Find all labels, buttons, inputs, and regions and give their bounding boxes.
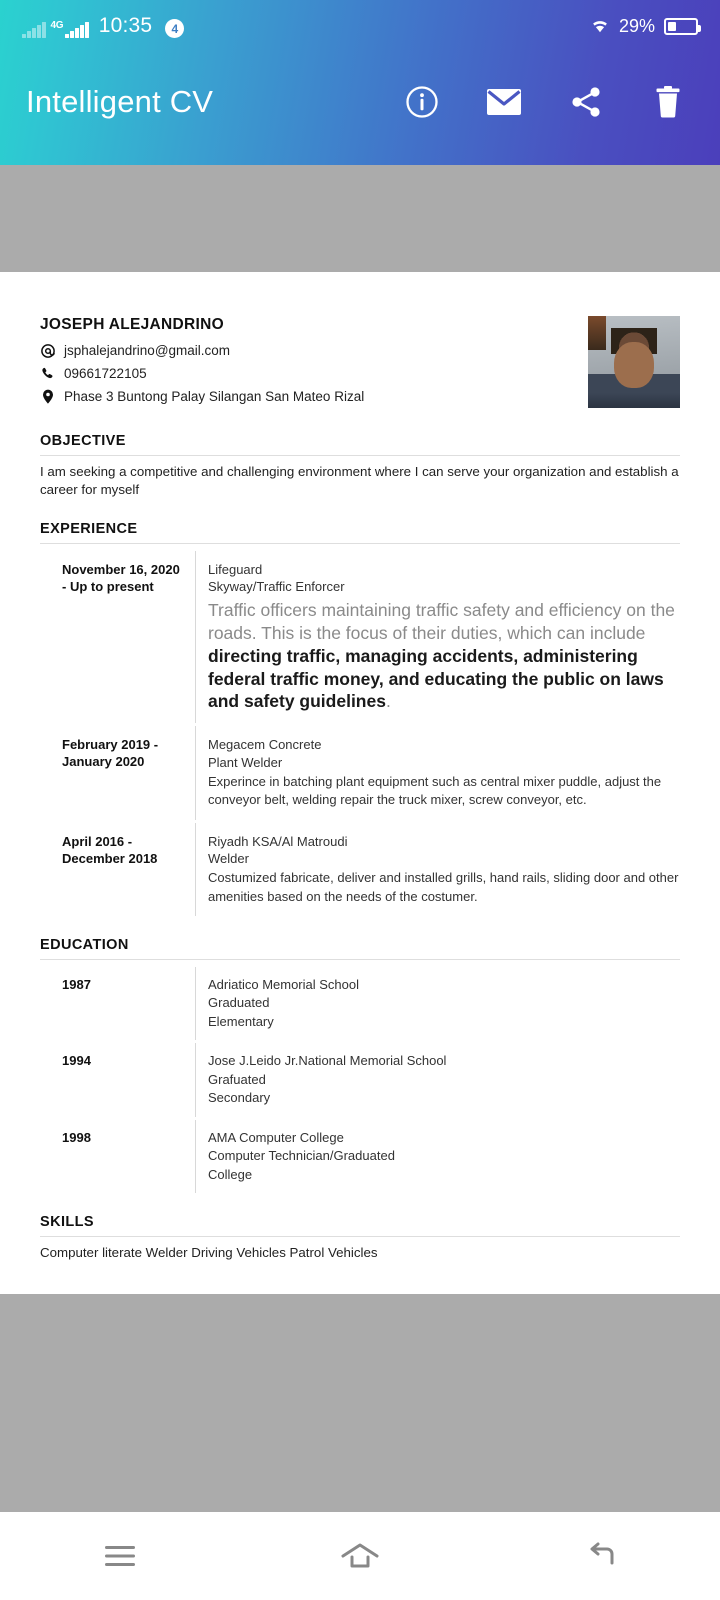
education-entry (40, 1043, 680, 1116)
home-icon[interactable] (324, 1528, 396, 1584)
location-pin-icon (40, 389, 55, 404)
battery-percent-label: 29% (618, 15, 655, 36)
education-status: Computer Technician/Graduated (208, 1148, 395, 1164)
recents-icon[interactable] (84, 1528, 156, 1584)
education-year: 1998 (62, 1129, 91, 1145)
experience-role: Welder (208, 851, 249, 867)
share-icon[interactable] (568, 84, 604, 120)
experience-description-tail: . (385, 691, 391, 712)
experience-role: Plant Welder (208, 754, 283, 770)
contact-email: jsphalejandrino@gmail.com (64, 343, 231, 358)
education-entry (40, 1120, 680, 1193)
page-surround-top (0, 165, 720, 272)
objective-text: I am seeking a competitive and challenging environment where I can serve your organization and establish a career for myself (40, 464, 679, 498)
avatar (588, 316, 680, 408)
education-level: College (208, 1166, 253, 1182)
app-bar (0, 0, 720, 165)
section-title-education: EDUCATION (40, 937, 129, 954)
section-title-experience: EXPERIENCE (40, 520, 138, 537)
section-divider (40, 959, 680, 960)
section-divider (40, 455, 680, 456)
network-type-label: 4G (50, 20, 64, 31)
education-status: Graduated (208, 995, 270, 1011)
status-clock: 10:35 (98, 14, 153, 37)
education-school: AMA Computer College (208, 1129, 344, 1145)
app-bar-actions (404, 84, 694, 120)
experience-organization: Riyadh KSA/Al Matroudi (208, 833, 348, 849)
experience-organization: Megacem Concrete (208, 737, 322, 753)
back-icon[interactable] (564, 1528, 636, 1584)
experience-entry (40, 551, 680, 723)
section-title-skills: SKILLS (40, 1214, 94, 1231)
experience-description-plain: Traffic officers maintaining traffic safety and efficiency on the roads. This is the focus of their duties, which can include (208, 600, 675, 644)
experience-description: Costumized fabricate, deliver and installed grills, hand rails, sliding door and other amenities based on the needs of the costumer. (208, 870, 679, 904)
section-divider (40, 1236, 680, 1237)
skills-text: Computer literate Welder Driving Vehicles Patrol Vehicles (40, 1245, 378, 1261)
education-school: Adriatico Memorial School (208, 977, 360, 993)
section-title-objective: OBJECTIVE (40, 433, 126, 449)
education-level: Elementary (208, 1013, 274, 1029)
app-title-row (0, 52, 720, 152)
phone-icon (40, 367, 55, 380)
experience-date: November 16, 2020 - Up to present (62, 561, 180, 594)
experience-role: Skyway/Traffic Enforcer (208, 579, 345, 595)
experience-date: April 2016 - December 2018 (62, 833, 158, 866)
education-year: 1994 (62, 1053, 91, 1069)
status-bar (0, 0, 720, 52)
wifi-icon (590, 18, 610, 34)
candidate-name: JOSEPH ALEJANDRINO (40, 316, 224, 333)
contact-email-row (40, 343, 588, 358)
signal-bars-icon (22, 22, 46, 38)
experience-description-bold: directing traffic, managing accidents, administering federal traffic money, and educating the public on laws and safety guidelines (208, 645, 664, 712)
experience-organization: Lifeguard (208, 561, 263, 577)
experience-description: Experince in batching plant equipment such as central mixer puddle, adjust the conveyor belt, welding repair the truck mixer, screw conveyor, etc. (208, 773, 662, 808)
contact-phone: 09661722105 (64, 366, 147, 381)
education-level: Secondary (208, 1090, 271, 1106)
app-title: Intelligent CV (26, 84, 214, 119)
education-school: Jose J.Leido Jr.National Memorial School (208, 1053, 447, 1069)
info-icon[interactable] (404, 84, 440, 120)
contact-address: Phase 3 Buntong Palay Silangan San Mateo Rizal (64, 389, 365, 404)
education-status: Grafuated (208, 1071, 266, 1087)
contact-phone-row (40, 366, 588, 381)
at-sign-icon (40, 344, 55, 358)
resume-header (40, 312, 680, 412)
notification-count-badge: 4 (165, 19, 184, 38)
experience-entry (40, 823, 680, 917)
contact-address-row (40, 389, 588, 404)
signal-bars-4g-icon (51, 21, 89, 38)
resume-page (0, 272, 720, 1294)
delete-icon[interactable] (650, 84, 686, 120)
system-navigation-bar (0, 1512, 720, 1600)
email-icon[interactable] (486, 84, 522, 120)
experience-description (208, 599, 680, 713)
education-year: 1987 (62, 977, 91, 993)
section-divider (40, 543, 680, 544)
experience-date: February 2019 - January 2020 (62, 737, 159, 770)
battery-icon (664, 18, 698, 35)
education-entry (40, 967, 680, 1040)
experience-entry (40, 726, 680, 820)
